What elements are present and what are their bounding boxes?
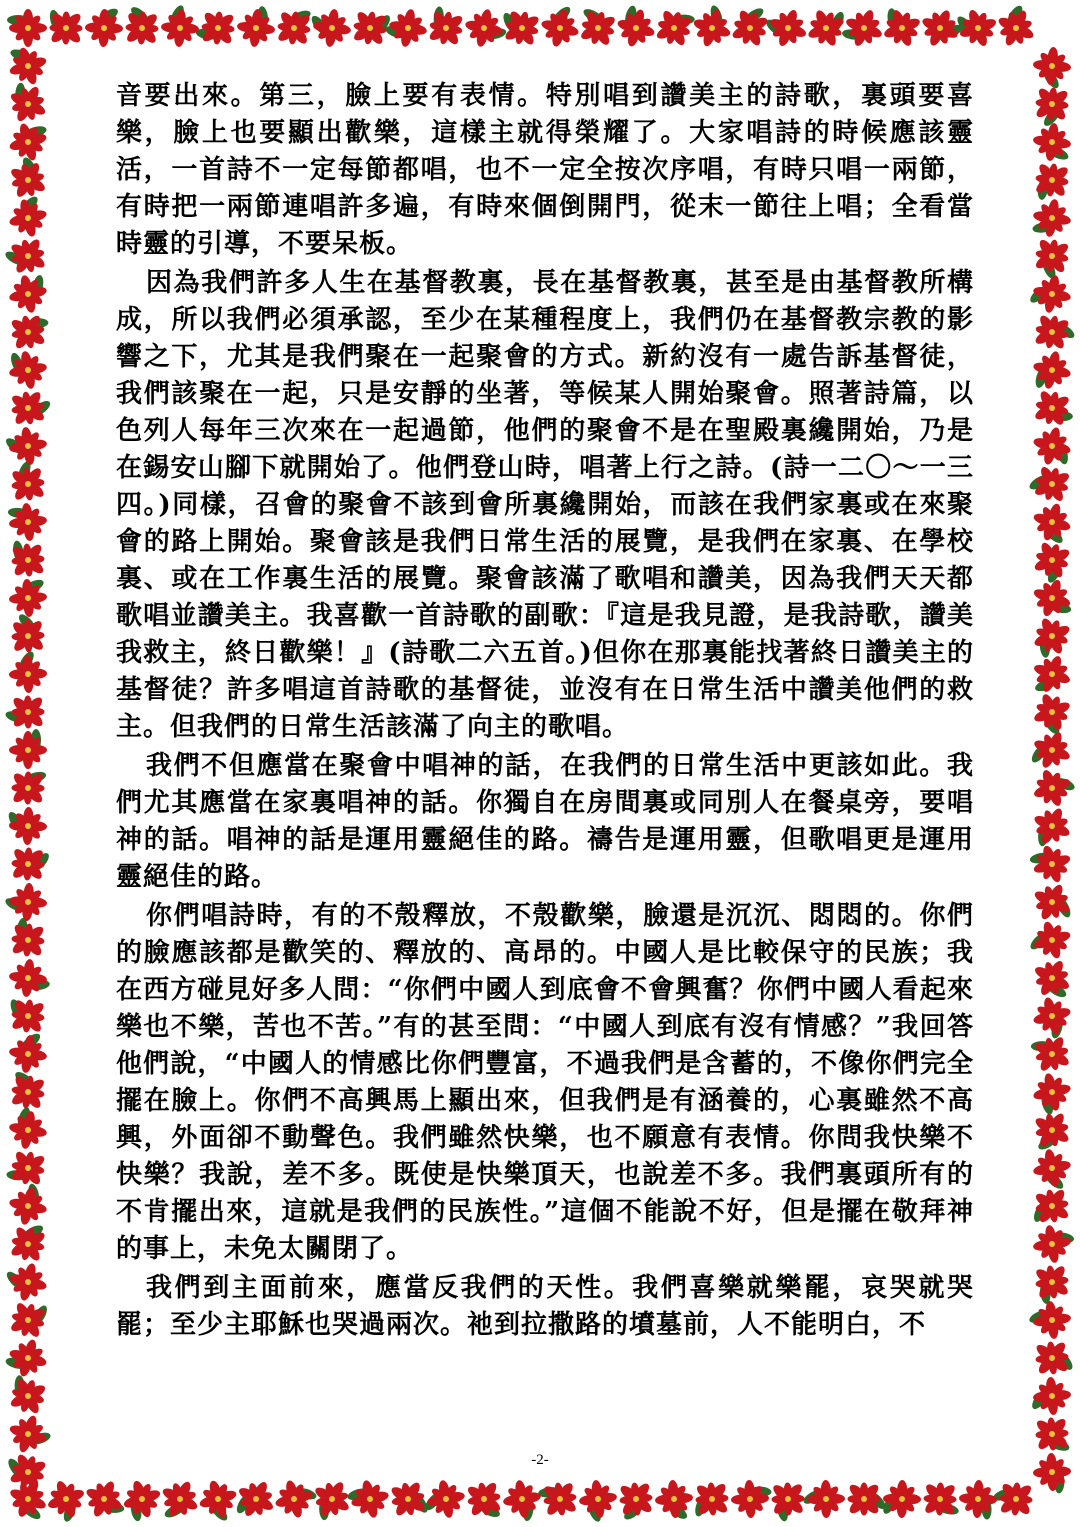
poinsettia-flower-icon: [7, 501, 49, 543]
poinsettia-flower-icon: [154, 1473, 205, 1524]
paragraph-2: 因為我們許多人生在基督教裏，長在基督教裏，甚至是由基督教所構成，所以我們必須承認，至少在某種程度上，我們仍在基督教宗教的影響之下，尤其是我們聚在一起聚會的方式。新約沒有一處告訴基督徒，我們該聚在一起，只是安靜的坐著，等候某人開始聚會。照著詩篇，以色列人每年三次來在一起過節，他們的聚會不是在聖殿裏纔開始，乃是在錫安山腳下就開始了。他們登山時，唱著上行之詩。(詩一二〇～一三四。)同樣，召會的聚會不該到會所裏纔開始，而該在我們家裏或在來聚會的路上開始。聚會該是我們日常生活的展覽，是我們在家裏、在學校裏、或在工作裏生活的展覽。聚會該滿了歌唱和讚美，因為我們天天都歌唱並讚美主。我喜歡一首詩歌的副歌：『這是我見證，是我詩歌，讚美我救主，終日歡樂！』(詩歌二六五首。)但你在那裏能找著終日讚美主的基督徒？許多唱這首詩歌的基督徒，並沒有在日常生活中讚美他們的救主。但我們的日常生活該滿了向主的歌唱。: [116, 268, 974, 742]
poinsettia-flower-icon: [4, 42, 52, 90]
poinsettia-flower-icon: [913, 1472, 967, 1526]
poinsettia-flower-icon: [311, 7, 354, 50]
poinsettia-flower-icon: [2, 1294, 54, 1346]
poinsettia-flower-icon: [2, 1142, 55, 1195]
poinsettia-flower-icon: [958, 1479, 998, 1519]
poinsettia-flower-icon: [8, 806, 47, 845]
poinsettia-flower-icon: [1029, 347, 1075, 393]
poinsettia-flower-icon: [648, 2, 699, 53]
poinsettia-flower-icon: [1031, 1299, 1073, 1341]
poinsettia-flower-icon: [267, 1, 320, 54]
poinsettia-flower-icon: [39, 1, 93, 55]
poinsettia-flower-icon: [2, 78, 53, 129]
poinsettia-flower-icon: [572, 2, 624, 54]
poinsettia-flower-icon: [1031, 45, 1072, 86]
poinsettia-flower-icon: [1026, 1180, 1079, 1233]
poinsettia-flower-icon: [1, 913, 55, 967]
poinsettia-flower-icon: [5, 1183, 50, 1228]
poinsettia-flower-icon: [609, 1472, 662, 1525]
poinsettia-flower-icon: [118, 1475, 166, 1523]
poinsettia-flower-icon: [685, 1472, 739, 1526]
poinsettia-flower-icon: [1030, 1222, 1073, 1265]
poinsettia-flower-icon: [837, 1472, 891, 1526]
poinsettia-flower-icon: [533, 1472, 586, 1525]
poinsettia-flower-icon: [1, 837, 55, 891]
poinsettia-flower-icon: [1029, 1069, 1075, 1115]
poinsettia-flower-icon: [420, 2, 473, 55]
poinsettia-flower-icon: [1030, 272, 1075, 317]
poinsettia-flower-icon: [730, 1479, 770, 1519]
poinsettia-flower-icon: [1030, 1146, 1075, 1191]
poinsettia-flower-icon: [1026, 382, 1078, 434]
poinsettia-flower-icon: [1026, 1028, 1078, 1080]
poinsettia-flower-icon: [1, 989, 54, 1042]
poinsettia-flower-icon: [191, 1, 245, 55]
poinsettia-flower-icon: [7, 1033, 50, 1076]
poinsettia-flower-icon: [1031, 1375, 1072, 1416]
poinsettia-flower-icon: [230, 1473, 282, 1525]
poinsettia-flower-icon: [1027, 611, 1077, 661]
poinsettia-flower-icon: [6, 1108, 50, 1152]
body-text: [116, 78, 974, 1346]
poinsettia-flower-icon: [1027, 649, 1076, 698]
poinsettia-flower-icon: [7, 957, 49, 999]
poinsettia-flower-icon: [382, 1473, 435, 1526]
poinsettia-flower-icon: [801, 3, 851, 53]
poinsettia-flower-icon: [2, 1370, 53, 1421]
poinsettia-flower-icon: [1025, 153, 1078, 206]
page-number: -2-: [531, 1452, 549, 1468]
poinsettia-flower-icon: [1026, 952, 1078, 1004]
poinsettia-flower-icon: [1, 761, 55, 815]
poinsettia-flower-icon: [1029, 423, 1076, 470]
poinsettia-flower-icon: [2, 1218, 54, 1270]
poinsettia-flower-icon: [9, 9, 47, 47]
paragraph-4: 你們唱詩時，有的不殼釋放，不殼歡樂，臉還是沉沉、悶悶的。你們的臉應該都是歡笑的、釋放的、高昂的。中國人是比較保守的民族；我在西方碰見好多人問：“你們中國人到底會不會興奮？你們中國人看起來樂也不樂，苦也不苦。”有的甚至問：“中國人到底有沒有情感？”我回答他們說，“中國人的情感比你們豐富，不過我們是含蓄的，不像你們完全擺在臉上。你們不高興馬上顯出來，但我們是有涵養的，心裏雖然不高興，外面卻不動聲色。我們雖然快樂，也不願意有表情。你問我快樂不快樂？我說，差不多。既使是快樂頂天，也說差不多。我們裏頭所有的不肯擺出來，這就是我們的民族性。”這個不能說不好，但是擺在敬拜神的事上，未免太關閉了。: [116, 901, 974, 1264]
poinsettia-flower-icon: [807, 1480, 846, 1519]
poinsettia-flower-icon: [496, 2, 548, 54]
poinsettia-flower-icon: [1025, 1255, 1078, 1308]
poinsettia-flower-icon: [8, 654, 47, 693]
poinsettia-flower-icon: [461, 5, 506, 50]
poinsettia-flower-icon: [84, 8, 123, 47]
poinsettia-flower-icon: [2, 306, 55, 359]
poinsettia-flower-icon: [1, 533, 55, 587]
poinsettia-flower-icon: [1025, 1331, 1078, 1384]
poinsettia-flower-icon: [653, 1478, 694, 1519]
poinsettia-flower-icon: [424, 1477, 469, 1522]
poinsettia-flower-icon: [1027, 725, 1077, 775]
poinsettia-flower-icon: [1030, 196, 1073, 239]
poinsettia-flower-icon: [160, 8, 201, 49]
poinsettia-flower-icon: [5, 271, 50, 316]
poinsettia-flower-icon: [577, 1478, 619, 1520]
poinsettia-flower-icon: [79, 1474, 129, 1524]
poinsettia-flower-icon: [347, 1476, 393, 1522]
poinsettia-flower-icon: [458, 1473, 511, 1526]
poinsettia-flower-icon: [115, 1, 169, 55]
poinsettia-flower-icon: [1028, 840, 1076, 888]
poinsettia-flower-icon: [1026, 876, 1077, 927]
poinsettia-flower-icon: [235, 7, 277, 49]
poinsettia-flower-icon: [8, 882, 49, 923]
paragraph-5: 我們到主面前來，應當反我們的天性。我們喜樂就樂罷，哀哭就哭罷；至少主耶穌也哭過兩次。祂到拉撒路的墳墓前，人不能明白，不: [116, 1273, 974, 1340]
poinsettia-flower-icon: [877, 3, 926, 52]
poinsettia-flower-icon: [1027, 801, 1077, 851]
poinsettia-flower-icon: [9, 731, 47, 769]
paragraph-1: 音要出來。第三，臉上要有表情。特別唱到讚美主的詩歌，裏頭要喜樂，臉上也要顯出歡樂，這樣主就得榮耀了。大家唱詩的時候應該靈活，一首詩不一定每節都唱，也不一定全按次序唱，有時只唱一兩節，有時把一兩節連唱許多遍，有時來個倒開門，從末一節往上唱；全看當時靈的引導，不要呆板。: [116, 81, 974, 259]
poinsettia-flower-icon: [7, 425, 50, 468]
poinsettia-flower-icon: [500, 1477, 543, 1520]
poinsettia-flower-icon: [386, 6, 430, 50]
poinsettia-flower-icon: [725, 3, 776, 54]
paragraph-3: 我們不但應當在聚會中唱神的話，在我們的日常生活中更該如此。我們尤其應當在家裏唱神的話。你獨自在房間裏或同別人在餐桌旁，要唱神的話。唱神的話是運用靈絕佳的路。禱告是運用靈，但歌唱更是運用靈絕佳的路。: [116, 751, 974, 892]
poinsettia-flower-icon: [839, 3, 888, 52]
